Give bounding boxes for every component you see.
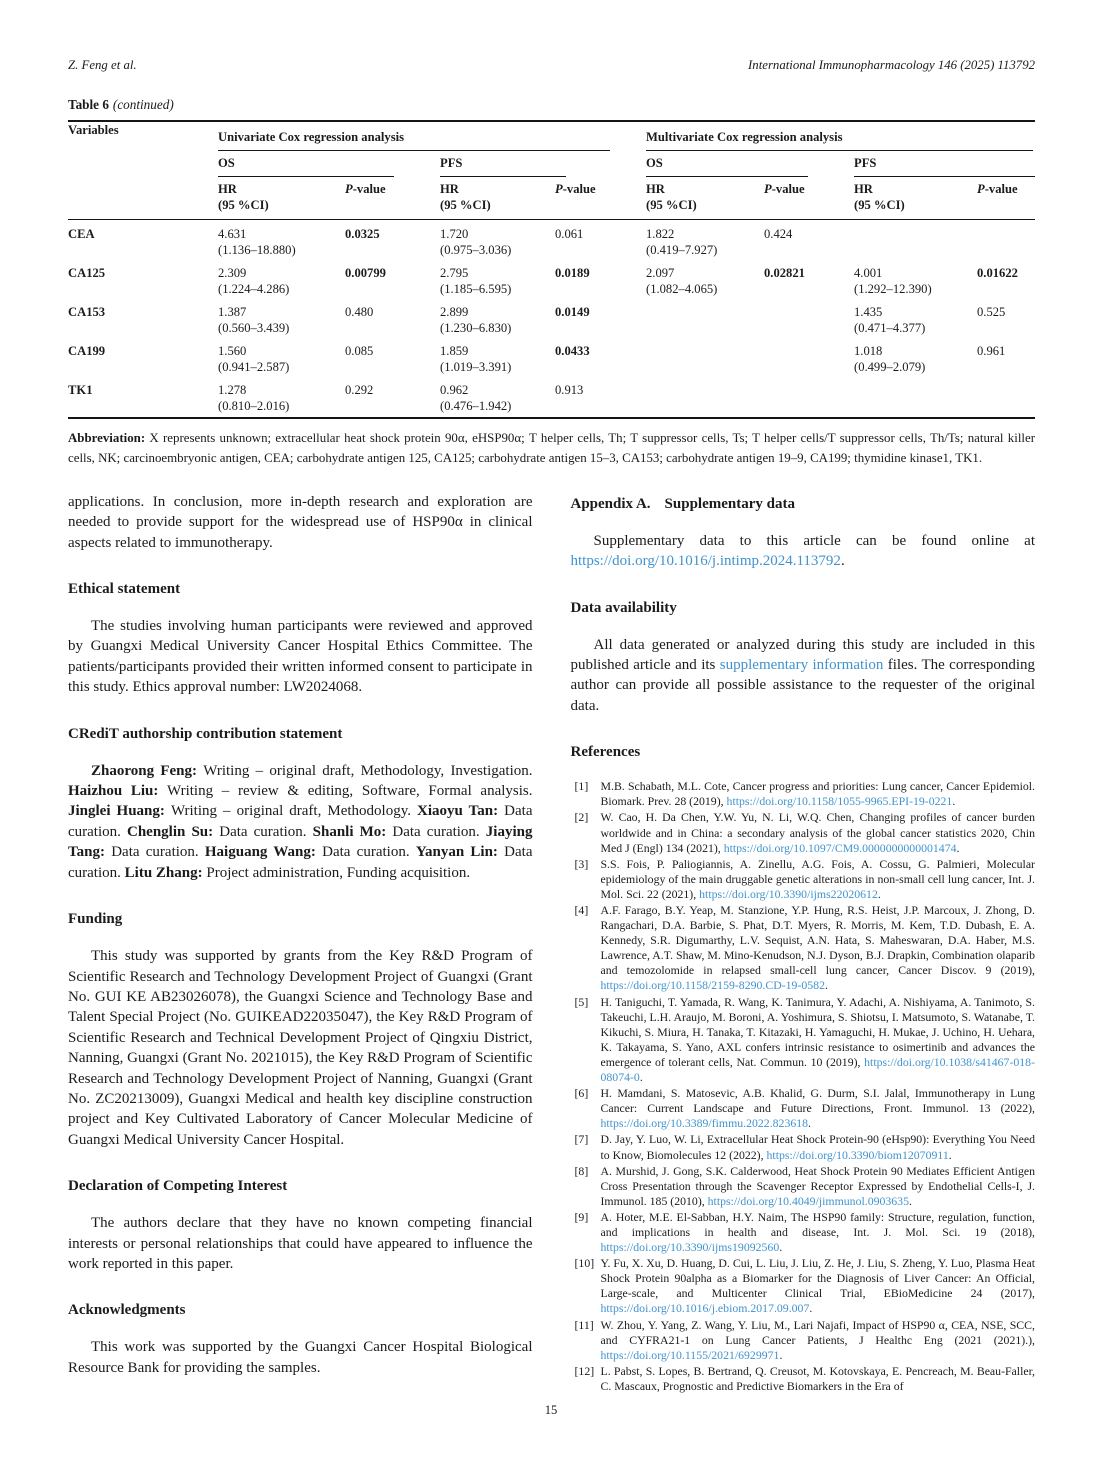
cell-value: 1.560 bbox=[218, 344, 247, 358]
cell-value: 1.435 bbox=[854, 305, 883, 319]
table-cell bbox=[555, 378, 612, 418]
table-cell bbox=[555, 300, 612, 339]
text-segment: P bbox=[555, 182, 563, 196]
text-segment: Data curation. bbox=[219, 823, 313, 840]
text-segment: W. Cao, H. Da Chen, Y.W. Yu, N. Li, W.Q. Chen, Changing profiles of cancer burden worldwide and in China: a secondary analysis of the global cancer statistics 2020, Chin Med J (Engl) 134 (2021), bbox=[600, 810, 1035, 855]
cell-value: 0.00799 bbox=[345, 266, 386, 280]
subheader-pfs-multivariate: PFS bbox=[854, 151, 1035, 177]
text-segment: . bbox=[779, 1347, 783, 1362]
text-segment: . bbox=[908, 1193, 912, 1208]
text-segment: Writing – original draft, Methodology. bbox=[170, 803, 418, 820]
column-spacer bbox=[612, 220, 646, 262]
text-segment: . bbox=[952, 794, 956, 809]
table-cell bbox=[764, 339, 854, 378]
table-cell bbox=[218, 261, 345, 300]
text-segment: -value bbox=[771, 182, 805, 196]
reference-item bbox=[571, 1210, 1036, 1255]
cell-confidence-interval: (1.292–12.390) bbox=[854, 282, 932, 296]
running-head-author: Z. Feng et al. bbox=[68, 58, 137, 72]
reference-item bbox=[571, 1164, 1036, 1209]
cell-confidence-interval: (1.019–3.391) bbox=[440, 360, 512, 374]
column-spacer bbox=[612, 300, 646, 339]
cell-value: 2.097 bbox=[646, 266, 675, 280]
table-cell bbox=[854, 261, 977, 300]
cell-value: 0.02821 bbox=[764, 266, 805, 280]
page-number: 15 bbox=[544, 1403, 558, 1417]
reference-item bbox=[571, 903, 1036, 994]
cell-value: 0.480 bbox=[345, 305, 374, 319]
table-cell bbox=[345, 300, 440, 339]
cell-confidence-interval: (0.419–7.927) bbox=[646, 243, 718, 257]
table-cell bbox=[555, 220, 612, 262]
table-cell bbox=[218, 220, 345, 262]
reference-item bbox=[571, 1364, 1036, 1394]
text-segment: M.B. Schabath, M.L. Cote, Cancer progress and priorities: Lung cancer, Cancer Epidemiol. Biomark. Prev. 28 (2019), bbox=[600, 779, 1035, 809]
text-segment: Data curation. bbox=[111, 844, 205, 861]
table-cell bbox=[854, 378, 977, 418]
table-cell bbox=[440, 300, 555, 339]
cell-value: 2.795 bbox=[440, 266, 469, 280]
variable-name: CA199 bbox=[68, 344, 106, 358]
table-cell bbox=[555, 261, 612, 300]
cell-value: 0.01622 bbox=[977, 266, 1018, 280]
table-cell bbox=[764, 300, 854, 339]
text-segment: Chenglin Su: bbox=[127, 823, 220, 840]
text-segment: -value bbox=[984, 182, 1018, 196]
col-header-pvalue bbox=[345, 177, 440, 220]
reference-item bbox=[571, 1086, 1036, 1131]
cell-value: 0.0433 bbox=[555, 344, 590, 358]
col-header-hr: HR (95 %CI) bbox=[646, 177, 764, 220]
text-segment: Data curation. bbox=[68, 803, 533, 840]
cell-value: 2.899 bbox=[440, 305, 469, 319]
cell-value: 1.387 bbox=[218, 305, 247, 319]
table-row bbox=[68, 300, 1035, 339]
text-segment: Zhaorong Feng: bbox=[91, 762, 204, 779]
cell-confidence-interval: (1.224–4.286) bbox=[218, 282, 290, 296]
text-segment: . bbox=[824, 978, 828, 993]
table-cell bbox=[854, 339, 977, 378]
text-segment: Jiaying Tang: bbox=[68, 823, 533, 861]
variable-name: TK1 bbox=[68, 383, 93, 397]
doi-link[interactable]: supplementary information bbox=[719, 657, 884, 674]
reference-item bbox=[571, 779, 1036, 809]
table-cell bbox=[854, 220, 977, 262]
table-cell bbox=[977, 339, 1035, 378]
table-cell bbox=[440, 378, 555, 418]
reference-number: [2] bbox=[574, 810, 589, 825]
cell-value: 4.001 bbox=[854, 266, 883, 280]
reference-item bbox=[571, 1256, 1036, 1316]
table-cell bbox=[440, 220, 555, 262]
col-header-hr: HR (95 %CI) bbox=[218, 177, 345, 220]
text-segment: Xiaoyu Tan: bbox=[417, 803, 505, 820]
text-segment: . bbox=[877, 886, 881, 901]
table-cell bbox=[345, 220, 440, 262]
cox-regression-table bbox=[68, 120, 1035, 419]
reference-number: [8] bbox=[574, 1163, 589, 1178]
text-segment: Shanli Mo: bbox=[312, 823, 393, 840]
table-row bbox=[68, 261, 1035, 300]
subheader-os-univariate: OS bbox=[218, 151, 440, 177]
table-cell bbox=[440, 339, 555, 378]
text-segment: files. The corresponding author can provide all possible assistance to the requester of the original data. bbox=[570, 657, 1035, 714]
appendix-title: Supplementary data bbox=[664, 495, 795, 512]
text-segment: Y. Fu, X. Xu, D. Huang, D. Cui, L. Liu, J. Liu, Z. He, J. Liu, S. Zheng, Y. Luo, Plasma Heat Shock Protein 90alpha as a Biomarker for the Diagnosis of Liver Cancer: An Official, Large-scale, and Multicenter Clinical Trial, EBioMedicine 24 (2017), bbox=[600, 1256, 1035, 1301]
cell-value: 4.631 bbox=[218, 227, 247, 241]
text-segment: Haizhou Liu: bbox=[68, 783, 168, 800]
text-segment: . bbox=[639, 1070, 643, 1085]
text-segment: D. Jay, Y. Luo, W. Li, Extracellular Heat Shock Protein-90 (eHsp90): Everything You Need to Know, Biomolecules 12 (2022), bbox=[600, 1132, 1035, 1162]
reference-item bbox=[571, 857, 1036, 902]
text-segment: . bbox=[948, 1147, 952, 1162]
table-cell bbox=[646, 339, 764, 378]
cell-value: 0.085 bbox=[345, 344, 374, 358]
table-row bbox=[68, 378, 1035, 418]
column-spacer bbox=[612, 121, 646, 220]
cell-value: 2.309 bbox=[218, 266, 247, 280]
reference-number: [4] bbox=[574, 903, 589, 917]
text-segment: . bbox=[779, 1240, 783, 1255]
cell-value: 0.961 bbox=[977, 344, 1006, 358]
text-segment: Abbreviation: bbox=[68, 431, 150, 445]
reference-number: [5] bbox=[574, 994, 589, 1009]
text-segment: S.S. Fois, P. Paliogiannis, A. Zinellu, A.G. Fois, A. Cossu, G. Palmieri, Molecular epidemiology of the main druggable genetic alterations in non-small cell lung cancer, Int. J. Mol. Sci. 22 (2021), bbox=[600, 856, 1035, 901]
subheader-os-multivariate: OS bbox=[646, 151, 854, 177]
cell-value: 1.278 bbox=[218, 383, 247, 397]
cell-value: 0.0189 bbox=[555, 266, 590, 280]
table-cell bbox=[345, 339, 440, 378]
cell-confidence-interval: (0.476–1.942) bbox=[440, 399, 512, 413]
doi-link[interactable]: https://doi.org/10.1097/CM9.0000000000001474 bbox=[723, 840, 957, 855]
column-spacer bbox=[612, 261, 646, 300]
text-segment: P bbox=[764, 182, 772, 196]
text-segment: H. Mamdani, S. Matosevic, A.B. Khalid, G. Durm, S.I. Jalal, Immunotherapy in Lung Cancer: Current Landscape and Future Directions, Front. Immunol. 13 (2022), bbox=[600, 1086, 1035, 1116]
reference-number: [1] bbox=[574, 779, 589, 794]
heading-appendix-a bbox=[571, 494, 1036, 515]
col-header-pvalue bbox=[764, 177, 854, 220]
cell-value: 0.525 bbox=[977, 305, 1006, 319]
credit-authorship-paragraph bbox=[68, 761, 533, 883]
col-header-variables: Variables bbox=[68, 121, 218, 220]
reference-number: [11] bbox=[574, 1317, 594, 1332]
cell-confidence-interval: (1.136–18.880) bbox=[218, 243, 296, 257]
table-cell bbox=[646, 261, 764, 300]
table-row bbox=[68, 339, 1035, 378]
table-cell bbox=[764, 378, 854, 418]
table-cell bbox=[218, 378, 345, 418]
table-cell bbox=[218, 300, 345, 339]
heading-credit-authorship: CRediT authorship contribution statement bbox=[68, 725, 343, 742]
text-segment: Jinglei Huang: bbox=[68, 803, 171, 820]
text-segment: . bbox=[809, 1301, 813, 1316]
col-group-multivariate: Multivariate Cox regression analysis bbox=[646, 121, 1035, 151]
cell-confidence-interval: (1.082–4.065) bbox=[646, 282, 718, 296]
heading-references: References bbox=[570, 744, 641, 761]
table-cell bbox=[977, 300, 1035, 339]
cell-value: 0.061 bbox=[555, 227, 584, 241]
reference-list bbox=[571, 779, 1036, 1394]
text-segment: A.F. Farago, B.Y. Yeap, M. Stanzione, Y.P. Hung, R.S. Heist, J.P. Marcoux, J. Zhong, D. Rangachari, D.A. Barbie, S. Phat, D.T. Myers, R. Morris, M. Kem, T.D. Dubash, E. A. Kennedy, S.R. Digumarthy, L.V. Sequist, A.N. Hata, S. Maheswaran, D.A. Haber, M.S. Lawrence, A.T. Shaw, M. Mino-Kenudson, N.J. Dyson, B.J. Drapkin, Combination olaparib and temozolomide in relapsed small-cell lung cancer, Cancer Discov. 9 (2019), bbox=[600, 903, 1035, 978]
text-segment: Project administration, Funding acquisition. bbox=[206, 864, 471, 881]
cell-confidence-interval: (0.941–2.587) bbox=[218, 360, 290, 374]
cell-confidence-interval: (0.810–2.016) bbox=[218, 399, 290, 413]
cell-confidence-interval: (0.471–4.377) bbox=[854, 321, 926, 335]
text-segment: . bbox=[956, 840, 960, 855]
ethical-statement-paragraph: The studies involving human participants were reviewed and approved by Guangxi Medical University Cancer Hospital Ethics Committee. The patients/participants provided their written informed consent to participate in this study. Ethics approval number: LW2024068. bbox=[68, 618, 533, 696]
heading-funding: Funding bbox=[68, 911, 123, 928]
doi-link[interactable]: https://doi.org/10.1038/s41467-018-08074-0 bbox=[600, 1054, 1035, 1085]
table-caption-label: Table 6 bbox=[68, 97, 109, 112]
table-cell bbox=[345, 378, 440, 418]
table-cell bbox=[646, 378, 764, 418]
cell-value: 0.0149 bbox=[555, 305, 590, 319]
heading-declaration-of-competing-interest: Declaration of Competing Interest bbox=[68, 1178, 288, 1195]
cell-confidence-interval: (1.185–6.595) bbox=[440, 282, 512, 296]
table-cell bbox=[646, 300, 764, 339]
cell-value: 1.859 bbox=[440, 344, 469, 358]
table-cell bbox=[854, 300, 977, 339]
doi-link[interactable]: https://doi.org/10.1158/1055-9965.EPI-19-0221 bbox=[726, 794, 953, 809]
text-segment: -value bbox=[562, 182, 596, 196]
running-head-journal: International Immunopharmacology 146 (2025) 113792 bbox=[748, 58, 1035, 72]
right-column bbox=[571, 492, 1036, 1395]
table-cell bbox=[764, 220, 854, 262]
variable-name: CA153 bbox=[68, 305, 106, 319]
text-segment: X represents unknown; extracellular heat shock protein 90α, eHSP90α; T helper cells, Th; T suppressor cells, Ts; T helper cells/T suppressor cells, Th/Ts; natural killer cells, NK; carcinoembryonic antigen, CEA; carbohydrate antigen 125, CA125; carbohydrate antigen 15–3, CA153; carbohydrate antigen 19–9, CA199; thymidine kinase1, TK1. bbox=[68, 431, 1035, 466]
text-segment: . bbox=[840, 553, 845, 570]
col-group-univariate: Univariate Cox regression analysis bbox=[218, 121, 612, 151]
text-segment: A. Hoter, M.E. El-Sabban, H.Y. Naim, The HSP90 family: Structure, regulation, function, and implications in health and disease, Int. J. Mol. Sci. 19 (2018), bbox=[600, 1209, 1035, 1239]
text-segment: Yanyan Lin: bbox=[415, 844, 505, 861]
reference-number: [9] bbox=[574, 1209, 589, 1224]
text-segment: All data generated or analyzed during this study are included in this published article and its bbox=[570, 636, 1035, 674]
table-cell bbox=[440, 261, 555, 300]
doi-link[interactable]: https://doi.org/10.1016/j.ebiom.2017.09.007 bbox=[600, 1301, 810, 1316]
reference-item bbox=[571, 995, 1036, 1086]
text-segment: . bbox=[808, 1116, 811, 1131]
cell-value: 0.913 bbox=[555, 383, 584, 397]
reference-number: [12] bbox=[574, 1363, 595, 1378]
heading-ethical-statement: Ethical statement bbox=[68, 581, 181, 598]
text-segment: Litu Zhang: bbox=[124, 864, 207, 881]
cell-value: 1.822 bbox=[646, 227, 675, 241]
table-cell bbox=[977, 378, 1035, 418]
data-availability-paragraph bbox=[571, 635, 1036, 717]
doi-link[interactable]: https://doi.org/10.3390/ijms19092560 bbox=[600, 1240, 780, 1255]
cell-value: 1.720 bbox=[440, 227, 469, 241]
table-cell bbox=[555, 339, 612, 378]
acknowledgments-paragraph: This work was supported by the Guangxi Cancer Hospital Biological Resource Bank for providing the samples. bbox=[68, 1339, 533, 1376]
appendix-label: Appendix A. bbox=[570, 495, 651, 512]
text-segment: W. Zhou, Y. Yang, Z. Wang, Y. Liu, M., Lari Najafi, Impact of HSP90 α, CEA, NSE, SCC, and CYFRA21-1 on Lung Cancer Patients, J Healthc Eng (2021 (2021).), bbox=[600, 1317, 1035, 1347]
text-segment: L. Pabst, S. Lopes, B. Bertrand, Q. Creusot, M. Kotovskaya, E. Pencreach, M. Beau-Faller, C. Mascaux, Prognostic and Predictive Biomarkers in the Era of bbox=[600, 1363, 1035, 1393]
conclusion-paragraph: applications. In conclusion, more in-depth research and exploration are needed to provide support for the widespread use of HSP90α in clinical aspects related to immunotherapy. bbox=[68, 493, 533, 551]
cell-value: 0.292 bbox=[345, 383, 374, 397]
reference-item bbox=[571, 810, 1036, 855]
cell-value: 0.424 bbox=[764, 227, 793, 241]
declaration-paragraph: The authors declare that they have no known competing financial interests or personal relationships that could have appeared to influence the work reported in this paper. bbox=[68, 1215, 533, 1272]
table-row bbox=[68, 220, 1035, 262]
reference-item bbox=[571, 1318, 1036, 1363]
table-cell bbox=[764, 261, 854, 300]
heading-data-availability: Data availability bbox=[570, 599, 677, 616]
text-segment: Haiguang Wang: bbox=[204, 844, 323, 861]
table-cell bbox=[977, 261, 1035, 300]
table-caption-continued: (continued) bbox=[112, 97, 174, 112]
table-abbreviation-note bbox=[68, 428, 1035, 469]
text-segment: Supplementary data to this article can be found online at bbox=[593, 532, 1035, 549]
funding-paragraph: This study was supported by grants from the Key R&D Program of Scientific Research and Technology Development Project of Guangxi (Grant No. GUI KE AB23026078), the Guangxi Science and Technology Base and Talent Special Project (No. GUIKEAD22035047), the Key R&D Program of Scientific Research and Technical Development Project of Qingxiu District, Nanning, Guangxi (Grant No. 2021015), the Key R&D Program of Scientific Research and Technology Development Project of Nanning, Guangxi (Grant No. ZC20213009), Guangxi Medical and health key discipline construction project and Key Cultivated Laboratory of Cancer Molecular Medicine of Guangxi Medical University Cancer Hospital. bbox=[68, 948, 533, 1148]
reference-number: [3] bbox=[574, 856, 589, 871]
variable-name: CA125 bbox=[68, 266, 106, 280]
text-segment: -value bbox=[352, 182, 386, 196]
text-segment: P bbox=[977, 182, 985, 196]
table-cell bbox=[977, 220, 1035, 262]
variable-name: CEA bbox=[68, 227, 95, 241]
table-caption bbox=[68, 97, 1035, 113]
appendix-paragraph bbox=[571, 531, 1036, 572]
doi-link[interactable]: https://doi.org/10.3389/fimmu.2022.823618 bbox=[600, 1116, 809, 1131]
text-segment: Data curation. bbox=[392, 823, 486, 840]
cell-value: 0.962 bbox=[440, 383, 469, 397]
cell-confidence-interval: (1.230–6.830) bbox=[440, 321, 512, 335]
doi-link[interactable]: https://doi.org/10.1158/2159-8290.CD-19-0582 bbox=[600, 978, 825, 993]
table-cell bbox=[646, 220, 764, 262]
col-header-pvalue bbox=[555, 177, 612, 220]
text-segment: Writing – review & editing, Software, Formal analysis. bbox=[167, 783, 533, 800]
cell-confidence-interval: (0.975–3.036) bbox=[440, 243, 512, 257]
text-segment: Writing – original draft, Methodology, Investigation. bbox=[203, 762, 533, 779]
column-spacer bbox=[612, 339, 646, 378]
doi-link[interactable]: https://doi.org/10.1155/2021/6929971 bbox=[600, 1347, 780, 1362]
text-segment: A. Murshid, J. Gong, S.K. Calderwood, Heat Shock Protein 90 Mediates Efficient Antigen Cross Presentation through the Scavenger Receptor Expressed by Endothelial Cells-I, J. Immunol. 185 (2010), bbox=[600, 1163, 1035, 1208]
reference-number: [10] bbox=[574, 1256, 595, 1271]
column-spacer bbox=[612, 378, 646, 418]
text-segment: H. Taniguchi, T. Yamada, R. Wang, K. Tanimura, Y. Adachi, A. Nishiyama, A. Tanimoto, S. Takeuchi, L.H. Araujo, M. Boroni, A. Yoshimura, S. Shiotsu, I. Matsumoto, S. Watanabe, T. Kikuchi, S. Miura, H. Tanaka, T. Kitazaki, H. Yamaguchi, H. Mukae, J. Uchino, H. Uehara, K. Takayama, S. Yano, AXL confers intrinsic resistance to osimertinib and advances the emergence of tolerant cells, Nat. Commun. 10 (2019), bbox=[600, 994, 1035, 1069]
reference-number: [7] bbox=[574, 1132, 589, 1147]
table-cell bbox=[345, 261, 440, 300]
text-segment: P bbox=[345, 182, 353, 196]
heading-acknowledgments: Acknowledgments bbox=[68, 1302, 186, 1319]
cell-value: 0.0325 bbox=[345, 227, 380, 241]
running-head bbox=[68, 58, 1035, 73]
cell-confidence-interval: (0.560–3.439) bbox=[218, 321, 290, 335]
doi-link[interactable]: https://doi.org/10.4049/jimmunol.0903635 bbox=[707, 1193, 909, 1208]
reference-number: [6] bbox=[574, 1086, 589, 1101]
col-header-hr: HR (95 %CI) bbox=[440, 177, 555, 220]
col-header-hr: HR (95 %CI) bbox=[854, 177, 977, 220]
text-segment: Data curation. bbox=[322, 844, 416, 861]
doi-link[interactable]: https://doi.org/10.1016/j.intimp.2024.113792 bbox=[570, 553, 841, 570]
table-cell bbox=[218, 339, 345, 378]
doi-link[interactable]: https://doi.org/10.3390/biom12070911 bbox=[766, 1147, 949, 1162]
col-header-pvalue bbox=[977, 177, 1035, 220]
cell-value: 1.018 bbox=[854, 344, 883, 358]
text-segment: Data curation. bbox=[68, 844, 533, 881]
left-column bbox=[68, 492, 533, 1395]
doi-link[interactable]: https://doi.org/10.3390/ijms22020612 bbox=[699, 886, 878, 901]
cell-confidence-interval: (0.499–2.079) bbox=[854, 360, 926, 374]
reference-item bbox=[571, 1132, 1036, 1162]
subheader-pfs-univariate: PFS bbox=[440, 151, 612, 177]
